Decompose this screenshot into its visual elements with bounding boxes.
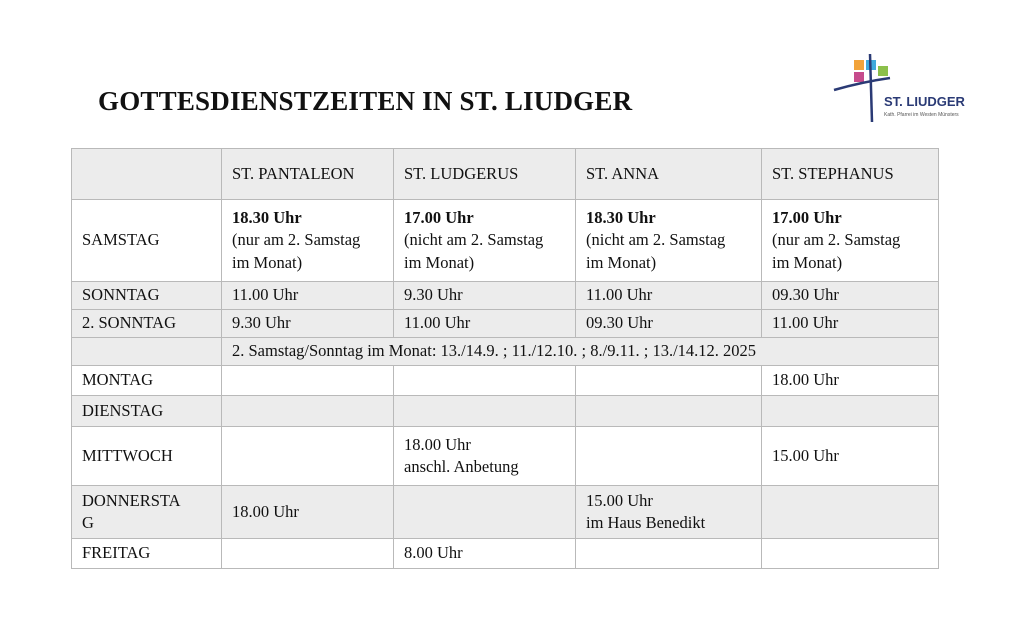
cell-empty xyxy=(394,366,576,396)
cell-empty xyxy=(576,539,762,569)
note-empty xyxy=(72,338,222,366)
note: (nicht am 2. Samstag xyxy=(586,230,726,250)
cell-empty xyxy=(762,486,939,539)
day-label: SONNTAG xyxy=(72,282,222,310)
cell-sonntag-pantaleon: 11.00 Uhr xyxy=(222,282,394,310)
row-dienstag xyxy=(72,396,939,427)
header-pantaleon: ST. PANTALEON xyxy=(222,149,394,200)
cell-freitag-ludgerus: 8.00 Uhr xyxy=(394,539,576,569)
header-ludgerus: ST. LUDGERUS xyxy=(394,149,576,200)
note: im Haus Benedikt xyxy=(586,513,706,532)
header-empty xyxy=(72,149,222,200)
day-label: 2. SONNTAG xyxy=(72,310,222,338)
day-label xyxy=(72,486,222,539)
cell-empty xyxy=(222,427,394,486)
row-donnerstag xyxy=(72,486,939,539)
logo-name: ST. LIUDGER xyxy=(884,94,965,109)
day-label: DIENSTAG xyxy=(72,396,222,427)
time: 15.00 Uhr xyxy=(586,490,653,510)
cell-samstag-anna xyxy=(576,200,762,282)
note: im Monat) xyxy=(586,252,657,272)
day-text: DONNERSTA xyxy=(82,490,181,510)
logo-subtitle: Kath. Pfarrei im Westen Münsters xyxy=(884,112,959,118)
cell-mittwoch-ludgerus xyxy=(394,427,576,486)
cell-empty xyxy=(576,427,762,486)
cell-samstag-ludgerus xyxy=(394,200,576,282)
row-samstag xyxy=(72,200,939,282)
row-sonntag xyxy=(72,282,939,310)
note: anschl. Anbetung xyxy=(404,457,519,476)
note: (nur am 2. Samstag xyxy=(232,230,361,250)
cell-2-sonntag-stephanus: 11.00 Uhr xyxy=(762,310,939,338)
cell-sonntag-anna: 11.00 Uhr xyxy=(576,282,762,310)
cell-donnerstag-pantaleon: 18.00 Uhr xyxy=(222,486,394,539)
cell-sonntag-stephanus: 09.30 Uhr xyxy=(762,282,939,310)
cell-mittwoch-stephanus: 15.00 Uhr xyxy=(762,427,939,486)
time: 18.30 Uhr xyxy=(586,208,656,228)
schedule-table xyxy=(71,148,939,569)
note: (nicht am 2. Samstag xyxy=(404,230,544,250)
row-2-sonntag xyxy=(72,310,939,338)
cross-logo-icon xyxy=(832,52,892,122)
cell-empty xyxy=(762,396,939,427)
dates-note: 2. Samstag/Sonntag im Monat: 13./14.9. ; 11./12.10. ; 8./9.11. ; 13./14.12. 2025 xyxy=(222,338,939,366)
cell-empty xyxy=(576,366,762,396)
row-mittwoch xyxy=(72,427,939,486)
cell-empty xyxy=(576,396,762,427)
note: im Monat) xyxy=(772,252,843,272)
cell-montag-stephanus: 18.00 Uhr xyxy=(762,366,939,396)
parish-logo xyxy=(832,52,972,128)
row-freitag xyxy=(72,539,939,569)
cell-empty xyxy=(394,396,576,427)
header-row xyxy=(72,149,939,200)
cell-empty xyxy=(394,486,576,539)
cell-empty xyxy=(222,366,394,396)
cell-empty xyxy=(762,539,939,569)
cell-2-sonntag-pantaleon: 9.30 Uhr xyxy=(222,310,394,338)
cell-donnerstag-anna xyxy=(576,486,762,539)
time: 18.30 Uhr xyxy=(232,208,302,228)
cell-2-sonntag-anna: 09.30 Uhr xyxy=(576,310,762,338)
row-note xyxy=(72,338,939,366)
time: 17.00 Uhr xyxy=(404,208,474,228)
note: im Monat) xyxy=(404,252,475,272)
header-stephanus: ST. STEPHANUS xyxy=(762,149,939,200)
time: 18.00 Uhr xyxy=(404,434,471,454)
day-text: G xyxy=(82,513,94,532)
day-label: FREITAG xyxy=(72,539,222,569)
row-montag xyxy=(72,366,939,396)
cell-samstag-stephanus xyxy=(762,200,939,282)
day-label: MONTAG xyxy=(72,366,222,396)
cell-2-sonntag-ludgerus: 11.00 Uhr xyxy=(394,310,576,338)
note: im Monat) xyxy=(232,252,303,272)
cell-samstag-pantaleon xyxy=(222,200,394,282)
cell-empty xyxy=(222,539,394,569)
cell-sonntag-ludgerus: 9.30 Uhr xyxy=(394,282,576,310)
day-label: MITTWOCH xyxy=(72,427,222,486)
cell-empty xyxy=(222,396,394,427)
page-title: GOTTESDIENSTZEITEN IN ST. LIUDGER xyxy=(98,86,633,116)
day-label: SAMSTAG xyxy=(72,200,222,282)
time: 17.00 Uhr xyxy=(772,208,842,228)
note: (nur am 2. Samstag xyxy=(772,230,901,250)
header-anna: ST. ANNA xyxy=(576,149,762,200)
